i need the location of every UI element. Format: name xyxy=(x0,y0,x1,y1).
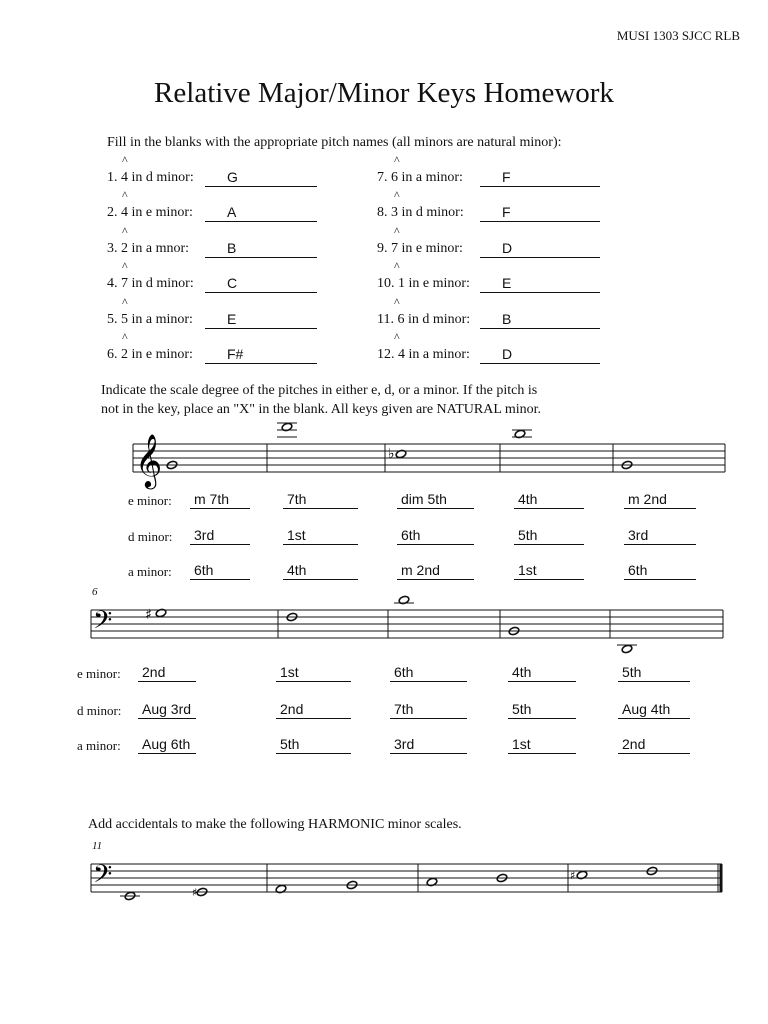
scale-degree-blank[interactable] xyxy=(618,701,690,719)
scale-degree-answer: 4th xyxy=(512,664,532,680)
scale-degree-answer: dim 5th xyxy=(401,491,447,507)
scale-degree-answer: 6th xyxy=(628,562,648,578)
scale-degree-caret: ^ xyxy=(122,224,128,238)
answer-blank[interactable] xyxy=(205,239,317,258)
key-label: a minor: xyxy=(77,738,121,753)
scale-degree-blank[interactable] xyxy=(397,527,474,545)
answer-text: A xyxy=(227,204,237,220)
scale-degree-answer: 1st xyxy=(512,736,531,752)
scale-degree-blank[interactable] xyxy=(397,491,474,509)
measure-number: 6 xyxy=(92,586,98,598)
key-label: e minor: xyxy=(128,493,172,508)
answer-blank[interactable] xyxy=(480,203,600,222)
bass-staff xyxy=(0,585,768,665)
scale-degree-answer: 6th xyxy=(401,527,421,543)
question-row xyxy=(107,295,193,332)
answer-blank[interactable] xyxy=(480,274,600,293)
scale-degree-caret: ^ xyxy=(122,153,128,167)
question-label: 5. 5 in a minor: xyxy=(107,312,193,327)
key-label: d minor: xyxy=(128,529,173,544)
answer-text: E xyxy=(227,311,237,327)
question-label: 12. 4 in a minor: xyxy=(377,347,470,362)
scale-degree-blank[interactable] xyxy=(514,527,584,545)
question-label: 6. 2 in e minor: xyxy=(107,347,193,362)
scale-degree-blank[interactable] xyxy=(283,491,358,509)
key-label: d minor: xyxy=(77,703,122,718)
scale-degree-answer: 2nd xyxy=(280,701,304,717)
scale-degree-blank[interactable] xyxy=(138,664,196,682)
treble-staff xyxy=(0,410,768,490)
question-label: 10. 1 in e minor: xyxy=(377,276,470,291)
answer-blank[interactable] xyxy=(205,345,317,364)
scale-degree-answer: 1st xyxy=(518,562,537,578)
question-row xyxy=(377,259,470,296)
scale-degree-blank[interactable] xyxy=(283,527,358,545)
part3-instructions: Add accidentals to make the following HARMONIC minor scales. xyxy=(88,817,462,832)
scale-degree-answer: 3rd xyxy=(628,527,649,543)
scale-degree-caret: ^ xyxy=(122,330,128,344)
bass-clef-icon: 𝄢 xyxy=(93,606,113,641)
scale-degree-answer: 4th xyxy=(287,562,307,578)
scale-degree-blank[interactable] xyxy=(514,562,584,580)
scale-degree-blank[interactable] xyxy=(508,664,576,682)
scale-degree-blank[interactable] xyxy=(508,701,576,719)
course-code: MUSI 1303 SJCC RLB xyxy=(616,28,740,43)
answer-text: F xyxy=(502,204,511,220)
scale-degree-blank[interactable] xyxy=(276,736,351,754)
scale-degree-caret: ^ xyxy=(394,330,400,344)
question-row xyxy=(107,259,194,296)
treble-clef-icon: 𝄞 xyxy=(135,433,163,487)
scale-degree-blank[interactable] xyxy=(138,701,196,719)
scale-degree-caret: ^ xyxy=(122,295,128,309)
question-row xyxy=(107,330,193,367)
question-label: 11. 6 in d minor: xyxy=(377,312,471,327)
question-row xyxy=(107,224,190,261)
sharp-icon: ♯ xyxy=(145,607,152,623)
answer-blank[interactable] xyxy=(205,168,317,187)
note xyxy=(621,644,633,654)
answer-text: F xyxy=(502,169,511,185)
question-row xyxy=(107,153,194,190)
scale-degree-blank[interactable] xyxy=(397,562,474,580)
scale-degree-answer: 3rd xyxy=(394,736,415,752)
scale-degree-blank[interactable] xyxy=(618,736,690,754)
key-label: a minor: xyxy=(128,564,172,579)
answer-text: D xyxy=(502,240,513,256)
key-label: e minor: xyxy=(77,666,121,681)
answer-text: C xyxy=(227,275,238,291)
answer-text: G xyxy=(227,169,238,185)
question-label: 9. 7 in e minor: xyxy=(377,241,463,256)
part1-instructions: Fill in the blanks with the appropriate pitch names (all minors are natural minor): xyxy=(107,135,562,150)
scale-degree-caret: ^ xyxy=(394,295,400,309)
scale-degree-blank[interactable] xyxy=(618,664,690,682)
sharp-icon: ♯ xyxy=(570,869,576,882)
answer-text: D xyxy=(502,346,513,362)
scale-degree-blank[interactable] xyxy=(508,736,576,754)
scale-degree-answer: 2nd xyxy=(622,736,646,752)
scale-degree-answer: 1st xyxy=(280,664,299,680)
scale-degree-answer: 4th xyxy=(518,491,538,507)
scale-degree-blank[interactable] xyxy=(624,491,696,509)
scale-degree-blank[interactable] xyxy=(190,491,250,509)
scale-degree-blank[interactable] xyxy=(276,664,351,682)
question-row xyxy=(107,188,193,225)
scale-degree-answer: Aug 3rd xyxy=(142,701,192,717)
scale-degree-answer: 6th xyxy=(394,664,414,680)
scale-degree-caret: ^ xyxy=(394,224,400,238)
part2-instructions-line2: not in the key, place an "X" in the blank. All keys given are NATURAL minor. xyxy=(101,402,542,417)
question-label: 2. 4 in e minor: xyxy=(107,205,193,220)
question-label: 8. 3 in d minor: xyxy=(377,205,464,220)
scale-degree-answer: 5th xyxy=(518,527,538,543)
scale-degree-caret: ^ xyxy=(122,188,128,202)
measure-number: 11 xyxy=(92,840,103,852)
question-label: 1. 4 in d minor: xyxy=(107,170,194,185)
scale-degree-blank[interactable] xyxy=(390,664,467,682)
scale-degree-blank[interactable] xyxy=(390,701,467,719)
scale-degree-blank[interactable] xyxy=(390,736,467,754)
answer-blank[interactable] xyxy=(480,345,600,364)
scale-degree-blank[interactable] xyxy=(190,527,250,545)
scale-degree-answer: Aug 4th xyxy=(622,701,671,717)
scale-degree-caret: ^ xyxy=(394,259,400,273)
answer-text: B xyxy=(227,240,237,256)
scale-degree-answer: m 2nd xyxy=(628,491,667,507)
bass-staff-harmonic xyxy=(0,850,768,910)
scale-degree-answer: 7th xyxy=(287,491,307,507)
answer-blank[interactable] xyxy=(480,168,600,187)
page-title: Relative Major/Minor Keys Homework xyxy=(154,77,614,109)
scale-degree-blank[interactable] xyxy=(624,562,696,580)
answer-text: E xyxy=(502,275,512,291)
scale-degree-caret: ^ xyxy=(394,188,400,202)
scale-degree-blank[interactable] xyxy=(138,736,196,754)
scale-degree-blank[interactable] xyxy=(624,527,696,545)
scale-degree-caret: ^ xyxy=(122,259,128,273)
question-label: 3. 2 in a mnor: xyxy=(107,241,190,256)
scale-degree-answer: m 7th xyxy=(194,491,230,507)
answer-blank[interactable] xyxy=(480,239,600,258)
bass-clef-icon: 𝄢 xyxy=(93,860,113,895)
answer-blank[interactable] xyxy=(205,274,317,293)
scale-degree-answer: 3rd xyxy=(194,527,215,543)
question-label: 7. 6 in a minor: xyxy=(377,170,463,185)
scale-degree-caret: ^ xyxy=(394,153,400,167)
question-row xyxy=(377,295,471,332)
question-label: 4. 7 in d minor: xyxy=(107,276,194,291)
answer-blank[interactable] xyxy=(480,310,600,329)
scale-degree-blank[interactable] xyxy=(283,562,358,580)
scale-degree-blank[interactable] xyxy=(514,491,584,509)
answer-blank[interactable] xyxy=(205,203,317,222)
scale-degree-blank[interactable] xyxy=(276,701,351,719)
scale-degree-answer: 6th xyxy=(194,562,214,578)
sharp-icon: ♯ xyxy=(192,886,198,899)
scale-degree-answer: 5th xyxy=(280,736,300,752)
flat-icon: ♭ xyxy=(388,446,395,462)
scale-degree-answer: 5th xyxy=(622,664,642,680)
scale-degree-answer: 7th xyxy=(394,701,414,717)
scale-degree-answer: m 2nd xyxy=(401,562,440,578)
part2-instructions-line1: Indicate the scale degree of the pitches in either e, d, or a minor. If the pitch is xyxy=(101,383,538,398)
answer-text: B xyxy=(502,311,512,327)
scale-degree-blank[interactable] xyxy=(190,562,250,580)
scale-degree-answer: Aug 6th xyxy=(142,736,191,752)
scale-degree-answer: 2nd xyxy=(142,664,166,680)
answer-blank[interactable] xyxy=(205,310,317,329)
question-row xyxy=(377,224,463,261)
question-row xyxy=(377,188,464,225)
question-row xyxy=(377,330,470,367)
answer-text: F# xyxy=(227,346,244,362)
scale-degree-answer: 1st xyxy=(287,527,306,543)
scale-degree-answer: 5th xyxy=(512,701,532,717)
question-row xyxy=(377,153,463,190)
